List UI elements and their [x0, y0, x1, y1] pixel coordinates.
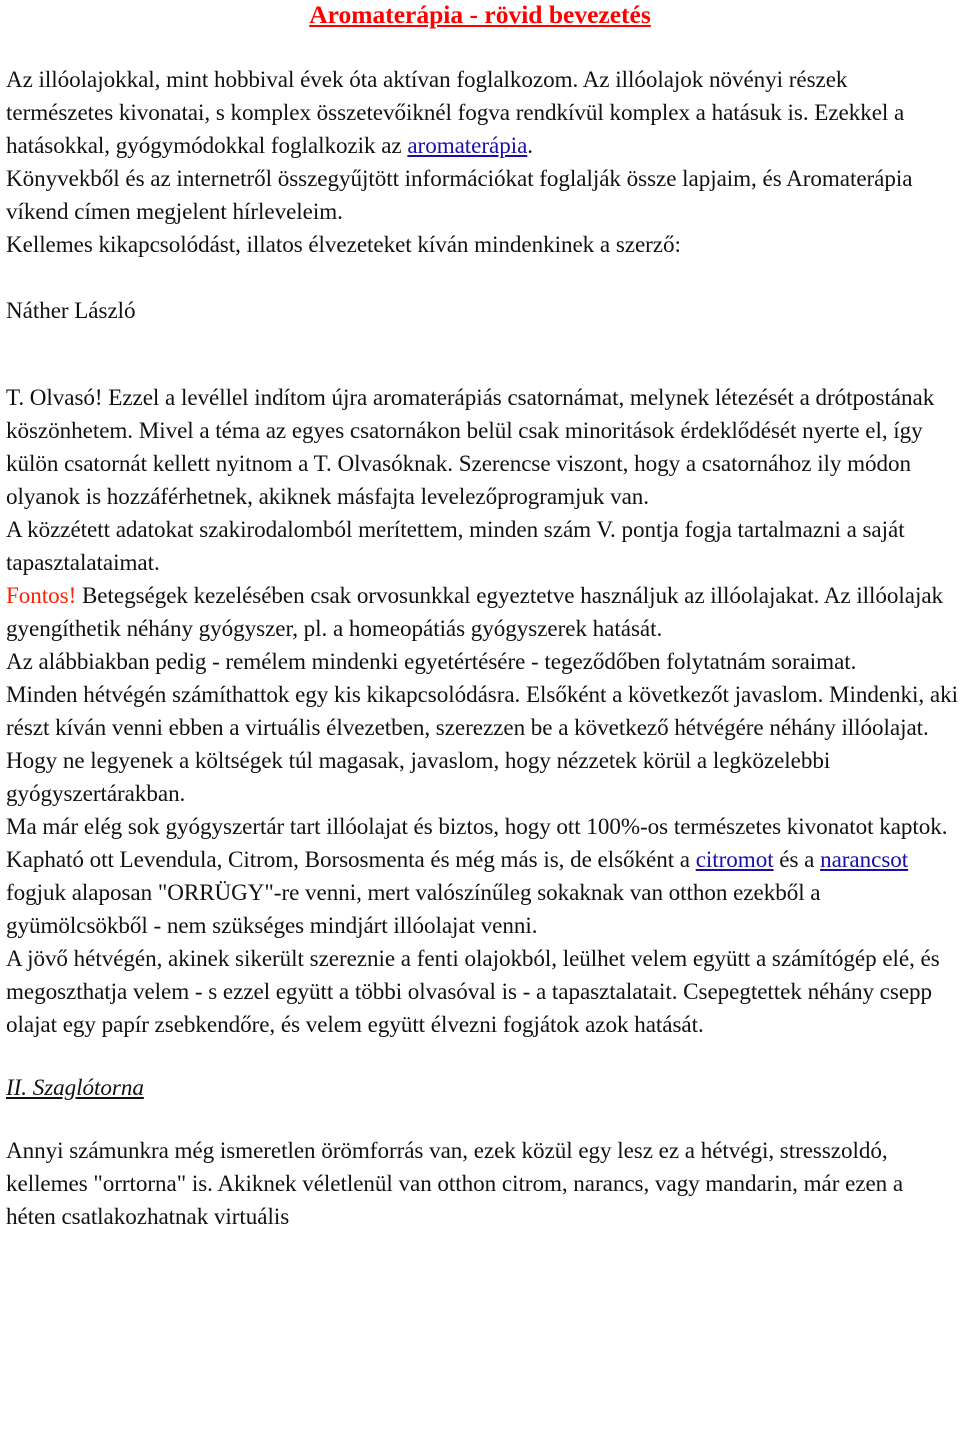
important-text: Betegségek kezelésében csak orvosunkkal egyeztetve használjuk az illóolajakat. Az illóolajak gyengíthetik néhány gyógyszer, pl. a homeopátiás gyógyszerek hatását. [6, 582, 944, 641]
letter-paragraph-5: Minden hétvégén számíthattok egy kis kikapcsolódásra. Elsőként a következőt javaslom. Mindenki, aki részt kíván venni ebben a virtuális élvezetben, szerezzen be a következő hétvégére néhány illóolajat. Hogy ne legyenek a költségek túl magasak, javaslom, hogy nézzetek körül a legközelebbi gyógyszertárakban. [6, 681, 958, 806]
letter-paragraph-1: T. Olvasó! Ezzel a levéllel indítom újra aromaterápiás csatornámat, melynek létezését a drótpostának köszönhetem. Mivel a téma az egyes csatornákon belül csak minoritások érdeklődését nyerte el, így külön csatornát kellett nyitnom a T. Olvasóknak. Szerencse viszont, hogy a csatornához ily módon olyanok is hozzáférhetnek, akiknek másfajta levelezőprogramjuk van. [6, 384, 935, 509]
spacer [6, 261, 958, 294]
letter-paragraph-3 [6, 579, 958, 645]
letter-paragraph-4: Az alábbiakban pedig - remélem mindenki egyetértésére - tegeződőben folytatnám soraimat. [6, 648, 857, 674]
intro-greeting-text: Kellemes kikapcsolódást, illatos élvezeteket kíván mindenkinek a szerző: [6, 231, 681, 257]
spacer [6, 1104, 958, 1134]
page-title: Aromaterápia - rövid bevezetés [309, 0, 651, 29]
p6-text-a: Ma már elég sok gyógyszertár tart illóolajat és biztos, hogy ott 100%-os természetes kivonatot kaptok. Kapható ott Levendula, Citrom, Borsosmenta és még más is, de elsőként a [6, 813, 948, 872]
intro-sources-text: Könyvekből és az internetről összegyűjtött információkat foglalják össze lapjaim, és Aromaterápia víkend címen megjelent hírleveleim. [6, 165, 913, 224]
p6-text-c: fogjuk alaposan "ORRÜGY"-re venni, mert valószínűleg sokaknak van otthon ezekből a gyümölcsökből - nem szükséges mindjárt illóolajat venni. [6, 879, 821, 938]
spacer [6, 327, 958, 381]
intro-text: Az illóolajokkal, mint hobbival évek óta aktívan foglalkozom. Az illóolajok növényi részek természetes kivonatai, s komplex összetevőiknél fogva rendkívül komplex a hatásuk is. Ezekkel a hatásokkal, gyógymódokkal foglalkozik az [6, 66, 905, 158]
letter-paragraph-2: A közzétett adatokat szakirodalomból merítettem, minden szám V. pontja fogja tartalmazni a saját tapasztalataimat. [6, 516, 905, 575]
section-paragraph: Annyi számunkra még ismeretlen örömforrás van, ezek közül egy lesz ez a hétvégi, stresszoldó, kellemes "orrtorna" is. Akiknek véletlenül van otthon citrom, narancs, vagy mandarin, már ezen a héten csatlakozhatnak virtuális [6, 1137, 904, 1229]
narancsot-link[interactable]: narancsot [820, 846, 909, 872]
author-name: Náther László [6, 297, 136, 323]
letter-paragraph-6 [6, 810, 958, 942]
p6-text-b: és a [773, 846, 821, 872]
important-label: Fontos! [6, 582, 77, 608]
intro-text-end: . [527, 132, 534, 158]
document-body [6, 63, 958, 1233]
letter-paragraph-7: A jövő hétvégén, akinek sikerült szereznie a fenti olajokból, leülhet velem együtt a számítógép elé, és megoszthatja velem - s ezzel együtt a többi olvasóval is - a tapasztalatait. Csepegtettek néhány csepp olajat egy papír zsebkendőre, és velem együtt élvezni fogjátok azok hatását. [6, 945, 940, 1037]
citromot-link[interactable]: citromot [695, 846, 774, 872]
aromaterapia-link[interactable]: aromaterápia [407, 132, 528, 158]
section-heading: II. Szaglótorna [6, 1074, 144, 1100]
spacer [6, 1041, 958, 1071]
intro-paragraph [6, 63, 958, 162]
